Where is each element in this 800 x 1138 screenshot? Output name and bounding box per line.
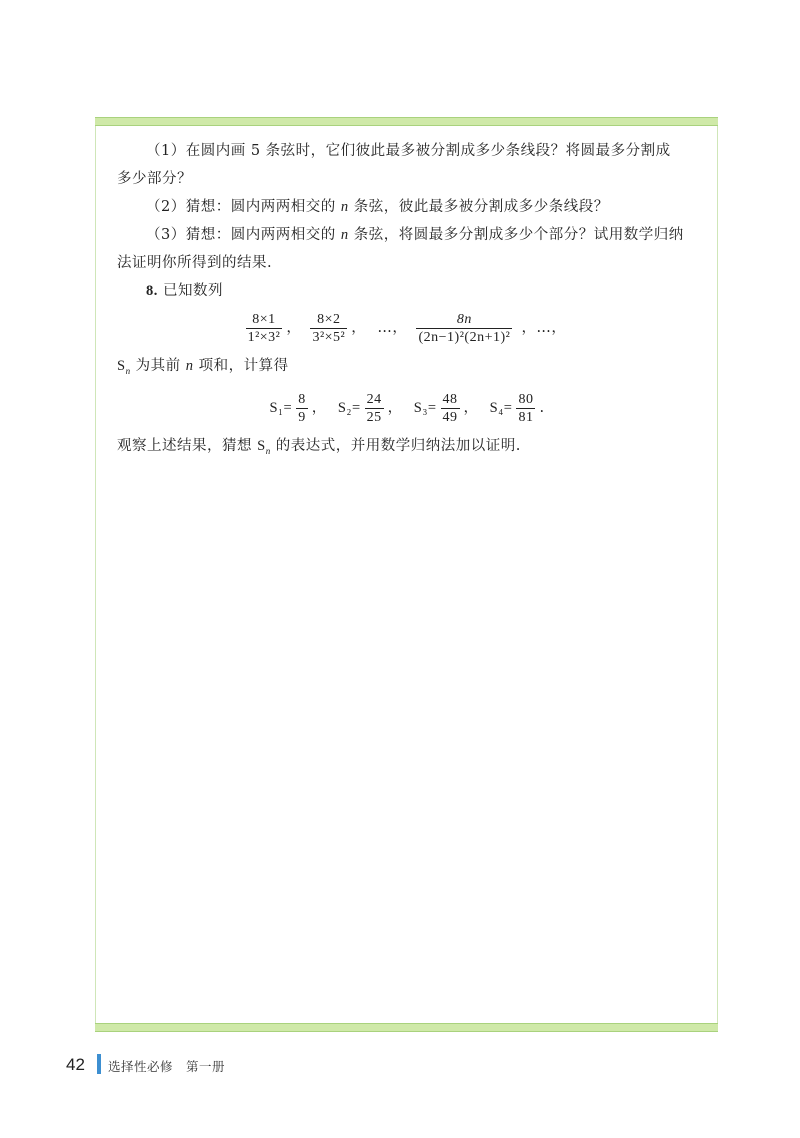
problem-8-heading: 8. 已知数列 [146, 283, 223, 299]
s3-fraction: $\frac{48}{49}$ [442, 391, 458, 425]
question-1-line-1: （1）在圆内画 5 条弦时，它们彼此最多被分割成多少条线段？将圆最多分割成 [146, 143, 671, 159]
exercise-content [117, 137, 697, 465]
sequence-formula: $\frac{8\times 1}{\text{1²×3²}}$ ， $\frac{8\times 2}{\text{3²×5²}}$ ， …， $\frac{8n}{\text{(2n−1)²(2n+1)²}}$ ，…， [247, 312, 567, 345]
s2-fraction: $\frac{24}{25}$ [366, 391, 382, 425]
partial-sums: S₁= $\frac{8}{9}$ ， S₂= $\frac{24}{25}$ ， S₃= $\frac{48}{49}$ ， S₄= $\frac{80}{81}$ . [269, 391, 545, 425]
s1-fraction: $\frac{8}{9}$ [298, 391, 306, 425]
conjecture-instruction: 观察上述结果，猜想 $S_n$ 的表达式，并用数学归纳法加以证明. [117, 437, 521, 456]
question-3: （3）猜想：圆内两两相交的 n 条弦，将圆最多分割成多少个部分？试用数学归纳法证明你所得到的结果. [117, 227, 684, 271]
footer-accent-bar [97, 1054, 101, 1074]
book-title: 选择性必修 第一册 [108, 1059, 226, 1074]
ellipsis: …， [377, 320, 408, 337]
s4-fraction: $\frac{80}{81}$ [518, 391, 534, 425]
fraction-general-term: $\frac{8n}{\text{(2n−1)²(2n+1)²}}$ [418, 312, 511, 345]
bottom-green-band [95, 1023, 718, 1032]
fraction-term-1: $\frac{8\times 1}{\text{1²×3²}}$ [247, 312, 281, 345]
sn-definition: $S_n$ 为其前 n 项和，计算得 [117, 358, 289, 376]
problem-number: 8. [146, 283, 158, 299]
page-number: 42 [66, 1055, 85, 1074]
fraction-term-2: $\frac{8\times 2}{\text{3²×5²}}$ [312, 312, 346, 345]
top-green-band [95, 117, 718, 126]
question-1-line-2: 多少部分？ [117, 171, 192, 187]
sequence-tail: ，…， [521, 320, 567, 337]
question-2: （2）猜想：圆内两两相交的 n 条弦，彼此最多被分割成多少条线段？ [146, 199, 609, 215]
